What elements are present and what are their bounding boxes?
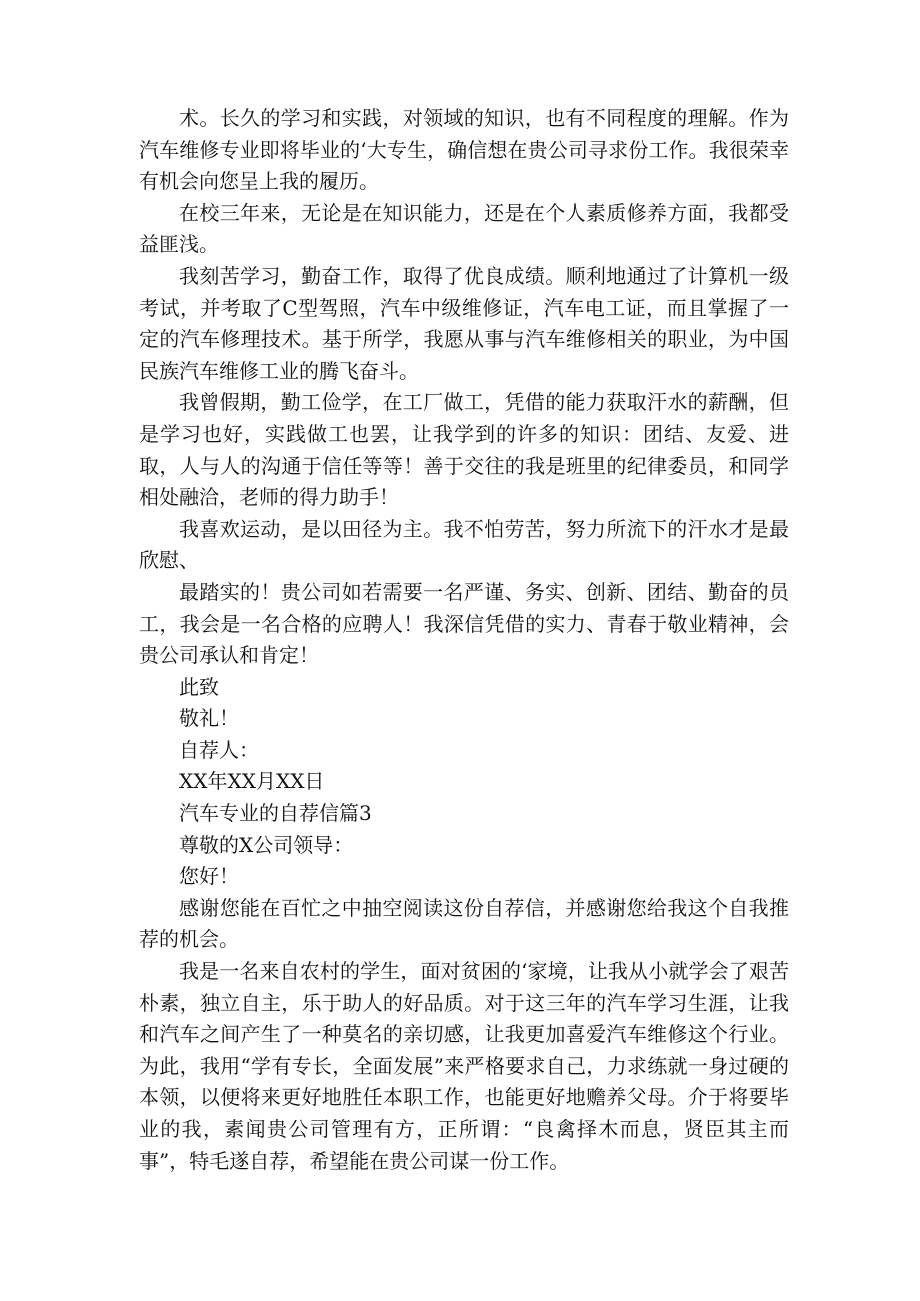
document-page [139,103,789,1177]
body-paragraph: 在校三年来，无论是在知识能力，还是在个人素质修养方面，我都受益匪浅。 [139,200,789,257]
closing-salutation: 此致 [179,674,219,699]
letter-date: XX年XX月XX日 [179,769,325,794]
letter-hello: 您好！ [179,864,239,889]
body-paragraph: 我是一名来自农村的学生，面对贫困的‘家境，让我从小就学会了艰苦朴素，独立自主，乐于助人的好品质。对于这三年的汽车学习生涯，让我和汽车之间产生了一种莫名的亲切感，让我更加喜爱汽车维修这个行业。为此，我用“学有专长，全面发展”来严格要求自己，力求练就一身过硬的本领，以便将来更好地胜任本职工作，也能更好地赡养父母。介于将要毕业的我，素闻贵公司管理有方，正所谓：“良禽择木而息，贤臣其主而事”，特毛遂自荐，希望能在贵公司谋一份工作。 [139,959,789,1173]
section-heading: 汽车专业的自荐信篇3 [179,801,372,826]
body-paragraph: 我喜欢运动，是以田径为主。我不怕劳苦，努力所流下的汗水才是最欣慰、 [139,516,789,573]
body-paragraph: 最踏实的！贵公司如若需要一名严谨、务实、创新、团结、勤奋的员工，我会是一名合格的应聘人！我深信凭借的实力、青春于敬业精神，会贵公司承认和肯定！ [139,579,789,668]
signer-label: 自荐人： [179,737,259,762]
body-paragraph: 我刻苦学习，勤奋工作，取得了优良成绩。顺利地通过了计算机一级考试，并考取了C型驾照，汽车中级维修证，汽车电工证，而且掌握了一定的汽车修理技术。基于所学，我愿从事与汽车维修相关的职业，为中国民族汽车维修工业的腾飞奋斗。 [139,263,789,383]
body-paragraph: 术。长久的学习和实践，对领域的知识，也有不同程度的理解。作为汽车维修专业即将毕业的‘大专生，确信想在贵公司寻求份工作。我很荣幸有机会向您呈上我的履历。 [139,106,789,194]
letter-greeting: 尊敬的X公司领导： [179,832,354,857]
closing-respect: 敬礼！ [179,706,239,731]
body-paragraph: 我曾假期，勤工俭学，在工厂做工，凭借的能力获取汗水的薪酬，但是学习也好，实践做工也罢，让我学到的许多的知识：团结、友爱、进取，人与人的沟通于信任等等！善于交往的我是班里的纪律委员，和同学相处融洽，老师的得力助手！ [139,390,789,510]
body-paragraph: 感谢您能在百忙之中抽空阅读这份自荐信，并感谢您给我这个自我推荐的机会。 [139,895,789,952]
